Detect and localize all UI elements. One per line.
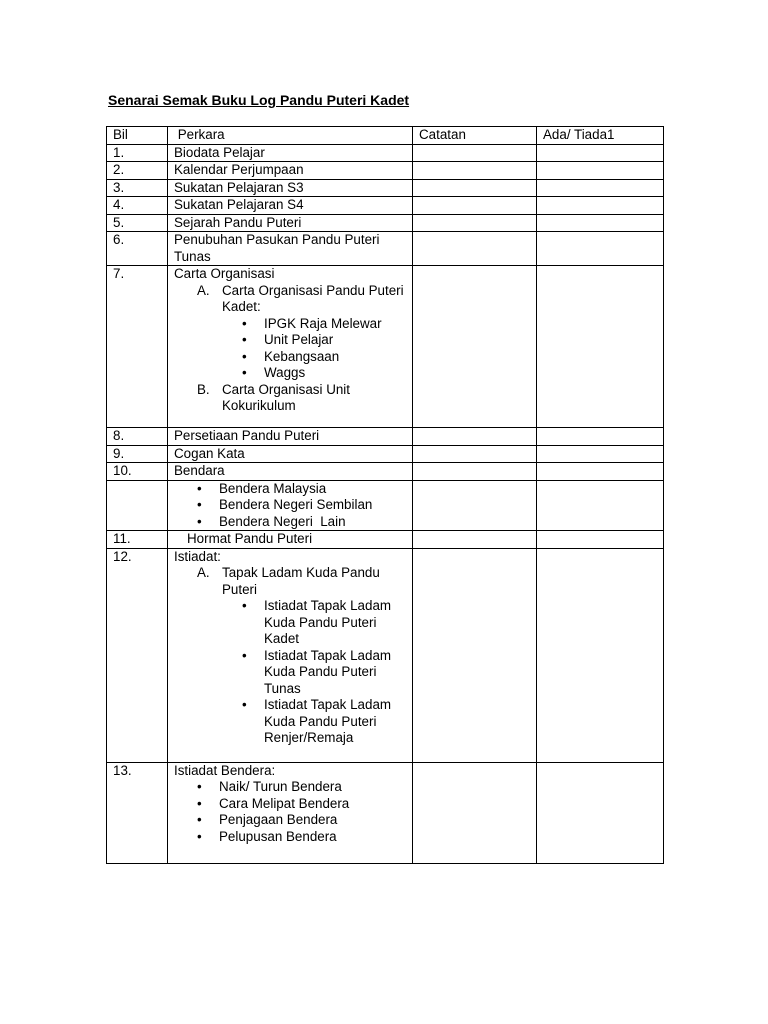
row-item (168, 762, 413, 863)
list-item: • Waggs (242, 365, 306, 380)
table-row (107, 548, 664, 762)
header-ada: Ada/ Tiada1 (537, 127, 664, 145)
checklist-table (106, 126, 664, 864)
list-item: • IPGK Raja Melewar (242, 315, 382, 331)
list-item: • Bendera Malaysia (197, 480, 327, 496)
catatan-cell[interactable] (413, 548, 537, 762)
row-item (168, 531, 413, 549)
list-item: • Naik/ Turun Bendera (197, 779, 342, 794)
table-row (107, 179, 664, 197)
row-number: 1. (107, 144, 168, 162)
table-row (107, 144, 664, 162)
list-item: • Bendera Negeri Lain (197, 513, 346, 529)
row-item-text: Hormat Pandu Puteri (187, 531, 313, 546)
ada-cell[interactable] (537, 197, 664, 215)
ada-cell[interactable] (537, 531, 664, 549)
catatan-cell[interactable] (413, 480, 537, 531)
list-item: • Bendera Negeri Sembilan (197, 497, 373, 512)
sub-item-letter: A. (197, 282, 210, 298)
ada-cell[interactable] (537, 548, 664, 762)
catatan-cell[interactable] (413, 162, 537, 180)
list-item: • Penjagaan Bendera (197, 812, 338, 827)
row-item: Sejarah Pandu Puteri (168, 214, 413, 232)
list-item: • Unit Pelajar (242, 332, 334, 347)
row-number: 12. (107, 548, 168, 762)
table-row (107, 463, 664, 481)
sub-item-b (174, 382, 406, 415)
ada-cell[interactable] (537, 144, 664, 162)
bullet-icon: • (197, 480, 202, 496)
sub-item-text: Tapak Ladam Kuda Pandu Puteri (222, 565, 380, 597)
catatan-cell[interactable] (413, 214, 537, 232)
row-item: Bendara (168, 463, 413, 481)
row-number (107, 480, 168, 531)
row-number: 6. (107, 232, 168, 266)
row-number: 13. (107, 762, 168, 863)
ada-cell[interactable] (537, 463, 664, 481)
catatan-cell[interactable] (413, 463, 537, 481)
sub-item-letter: B. (197, 381, 210, 397)
catatan-cell[interactable] (413, 266, 537, 428)
row-item: Penubuhan Pasukan Pandu Puteri Tunas (168, 232, 413, 266)
row-item: Persetiaan Pandu Puteri (168, 428, 413, 446)
table-row (107, 162, 664, 180)
catatan-cell[interactable] (413, 179, 537, 197)
row-item-title: Istiadat: (174, 548, 221, 564)
bullet-icon: • (197, 812, 202, 827)
row-item: Sukatan Pelajaran S4 (168, 197, 413, 215)
header-catatan: Catatan (413, 127, 537, 145)
table-row (107, 197, 664, 215)
list-item: • Pelupusan Bendera (197, 828, 337, 844)
bullet-icon: • (197, 828, 202, 844)
catatan-cell[interactable] (413, 144, 537, 162)
row-item (168, 266, 413, 428)
sub-item-a (174, 565, 406, 598)
catatan-cell[interactable] (413, 428, 537, 446)
row-item (168, 548, 413, 762)
row-number: 9. (107, 445, 168, 463)
row-number: 11. (107, 531, 168, 549)
sub-item-text: Carta Organisasi Unit Kokurikulum (222, 381, 351, 413)
bullet-icon: • (242, 697, 247, 712)
table-row (107, 214, 664, 232)
row-number: 7. (107, 266, 168, 428)
catatan-cell[interactable] (413, 197, 537, 215)
row-item (168, 480, 413, 531)
bullet-icon: • (242, 332, 247, 347)
table-row (107, 445, 664, 463)
ada-cell[interactable] (537, 445, 664, 463)
catatan-cell[interactable] (413, 445, 537, 463)
list-item: • Istiadat Tapak Ladam Kuda Pandu Puteri Renjer/Remaja (242, 697, 392, 745)
list-item: • Cara Melipat Bendera (197, 795, 350, 811)
ada-cell[interactable] (537, 232, 664, 266)
row-number: 3. (107, 179, 168, 197)
document-title: Senarai Semak Buku Log Pandu Puteri Kadet (108, 92, 410, 108)
sub-item-a (174, 283, 406, 316)
header-perkara: Perkara (168, 127, 413, 145)
table-row (107, 232, 664, 266)
bullet-icon: • (197, 513, 202, 529)
ada-cell[interactable] (537, 266, 664, 428)
bullet-icon: • (242, 598, 247, 613)
row-item-title: Carta Organisasi (174, 266, 275, 281)
row-item: Biodata Pelajar (168, 144, 413, 162)
row-number: 5. (107, 214, 168, 232)
table-row (107, 428, 664, 446)
ada-cell[interactable] (537, 428, 664, 446)
row-number: 10. (107, 463, 168, 481)
bullet-icon: • (242, 647, 247, 663)
bullet-icon: • (197, 795, 202, 811)
row-item: Cogan Kata (168, 445, 413, 463)
header-bil: Bil (107, 127, 168, 145)
list-item: • Istiadat Tapak Ladam Kuda Pandu Puteri Kadet (242, 598, 392, 646)
ada-cell[interactable] (537, 214, 664, 232)
ada-cell[interactable] (537, 480, 664, 531)
table-row (107, 762, 664, 863)
bullet-icon: • (242, 315, 247, 331)
ada-cell[interactable] (537, 762, 664, 863)
bullet-icon: • (242, 348, 247, 364)
table-row (107, 531, 664, 549)
header-row (107, 127, 664, 145)
sub-item-letter: A. (197, 565, 210, 580)
row-item: Sukatan Pelajaran S3 (168, 179, 413, 197)
catatan-cell[interactable] (413, 232, 537, 266)
catatan-cell[interactable] (413, 531, 537, 549)
ada-cell[interactable] (537, 162, 664, 180)
bullet-icon: • (197, 497, 202, 512)
catatan-cell[interactable] (413, 762, 537, 863)
row-number: 2. (107, 162, 168, 180)
table-row (107, 480, 664, 531)
ada-cell[interactable] (537, 179, 664, 197)
list-item: • Istiadat Tapak Ladam Kuda Pandu Puteri Tunas (242, 647, 392, 696)
row-item: Kalendar Perjumpaan (168, 162, 413, 180)
table-row (107, 266, 664, 428)
sub-item-text: Carta Organisasi Pandu Puteri Kadet: (222, 282, 404, 314)
row-number: 4. (107, 197, 168, 215)
row-number: 8. (107, 428, 168, 446)
row-item-title: Istiadat Bendera: (174, 762, 276, 778)
bullet-icon: • (197, 779, 202, 794)
bullet-icon: • (242, 365, 247, 380)
list-item: • Kebangsaan (242, 348, 340, 364)
